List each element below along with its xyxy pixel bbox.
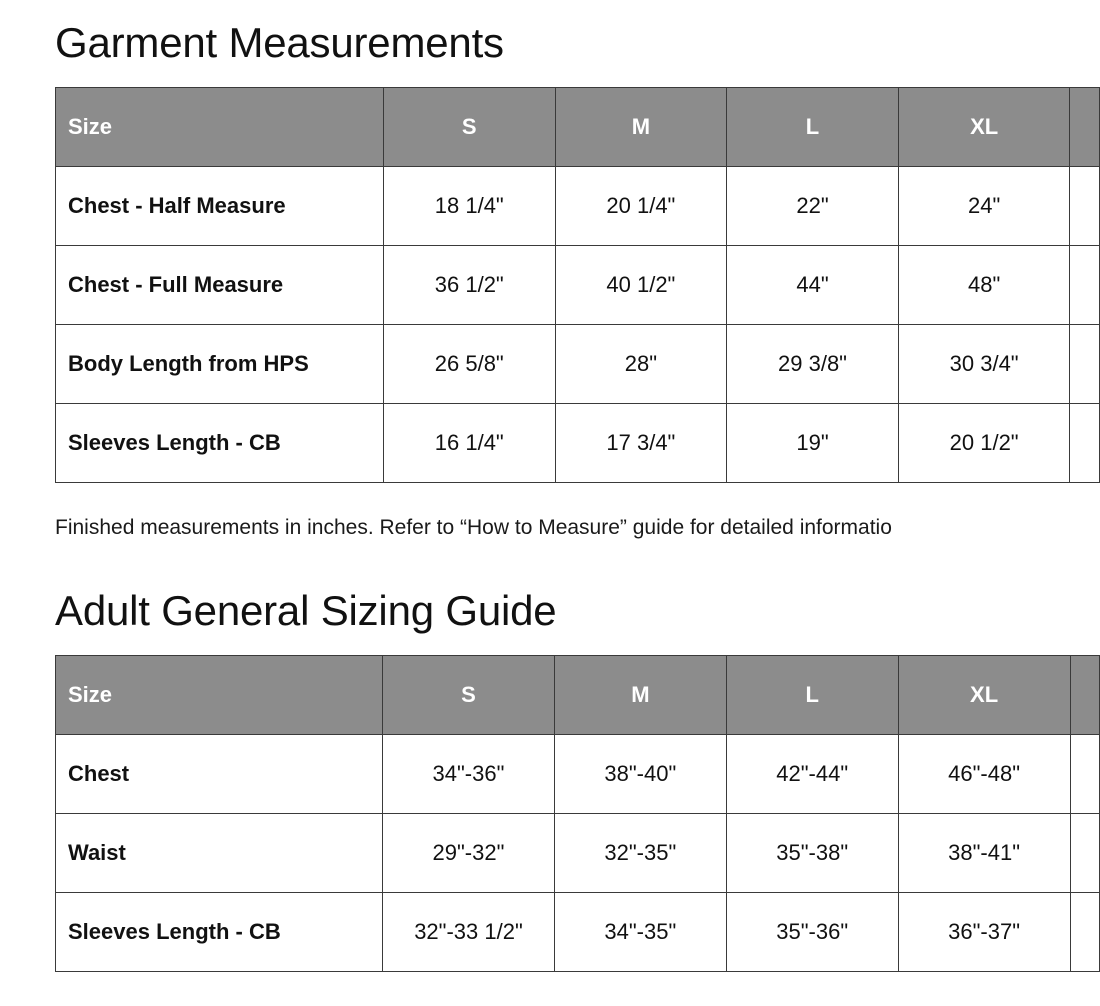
value-cell: 34"-35"	[554, 893, 726, 972]
value-cell: 29 3/8"	[727, 325, 899, 404]
sizing-guide-title: Adult General Sizing Guide	[55, 587, 557, 634]
size-m-header-cell: M	[555, 88, 727, 167]
size-s-header-cell: S	[383, 656, 555, 735]
row-label-cell: Sleeves Length - CB	[56, 404, 384, 483]
size-s-header-cell: S	[383, 88, 555, 167]
value-cell: 17 3/4"	[555, 404, 727, 483]
value-cell	[1070, 246, 1100, 325]
table-row	[56, 167, 1100, 246]
value-cell	[1070, 325, 1100, 404]
row-label-cell: Sleeves Length - CB	[56, 893, 383, 972]
size-l-header-cell: L	[727, 88, 899, 167]
value-cell: 26 5/8"	[383, 325, 555, 404]
table-row	[56, 246, 1100, 325]
size-cut-off-header-cell	[1070, 88, 1100, 167]
table-row	[56, 814, 1100, 893]
value-cell: 35"-36"	[726, 893, 898, 972]
row-label-cell: Body Length from HPS	[56, 325, 384, 404]
garment-measurements-table	[55, 87, 1100, 483]
garment-measurements-title: Garment Measurements	[55, 19, 504, 66]
value-cell: 16 1/4"	[383, 404, 555, 483]
measurement-note: Finished measurements in inches. Refer to “How to Measure” guide for detailed informatio	[55, 516, 892, 539]
row-label-cell: Chest - Full Measure	[56, 246, 384, 325]
value-cell: 32"-33 1/2"	[383, 893, 555, 972]
value-cell: 46"-48"	[898, 735, 1070, 814]
value-cell: 42"-44"	[726, 735, 898, 814]
table-header-row	[56, 88, 1100, 167]
adult-sizing-guide-table	[55, 655, 1100, 972]
value-cell	[1070, 814, 1099, 893]
value-cell: 48"	[898, 246, 1070, 325]
value-cell: 38"-40"	[554, 735, 726, 814]
value-cell	[1070, 404, 1100, 483]
value-cell: 30 3/4"	[898, 325, 1070, 404]
value-cell: 22"	[727, 167, 899, 246]
value-cell: 24"	[898, 167, 1070, 246]
table-row	[56, 404, 1100, 483]
value-cell: 36 1/2"	[383, 246, 555, 325]
size-header-cell: Size	[56, 656, 383, 735]
value-cell: 19"	[727, 404, 899, 483]
table-row	[56, 735, 1100, 814]
value-cell: 44"	[727, 246, 899, 325]
table-row	[56, 893, 1100, 972]
value-cell: 35"-38"	[726, 814, 898, 893]
value-cell: 18 1/4"	[383, 167, 555, 246]
table-header-row	[56, 656, 1100, 735]
value-cell: 38"-41"	[898, 814, 1070, 893]
size-header-cell: Size	[56, 88, 384, 167]
value-cell: 29"-32"	[383, 814, 555, 893]
row-label-cell: Chest	[56, 735, 383, 814]
value-cell: 20 1/2"	[898, 404, 1070, 483]
value-cell	[1070, 735, 1099, 814]
size-l-header-cell: L	[726, 656, 898, 735]
value-cell: 34"-36"	[383, 735, 555, 814]
value-cell: 32"-35"	[554, 814, 726, 893]
value-cell: 20 1/4"	[555, 167, 727, 246]
value-cell: 40 1/2"	[555, 246, 727, 325]
size-xl-header-cell: XL	[898, 88, 1070, 167]
size-cut-off-header-cell	[1070, 656, 1099, 735]
value-cell	[1070, 167, 1100, 246]
size-m-header-cell: M	[554, 656, 726, 735]
size-xl-header-cell: XL	[898, 656, 1070, 735]
value-cell: 28"	[555, 325, 727, 404]
row-label-cell: Waist	[56, 814, 383, 893]
row-label-cell: Chest - Half Measure	[56, 167, 384, 246]
table-row	[56, 325, 1100, 404]
value-cell	[1070, 893, 1099, 972]
value-cell: 36"-37"	[898, 893, 1070, 972]
